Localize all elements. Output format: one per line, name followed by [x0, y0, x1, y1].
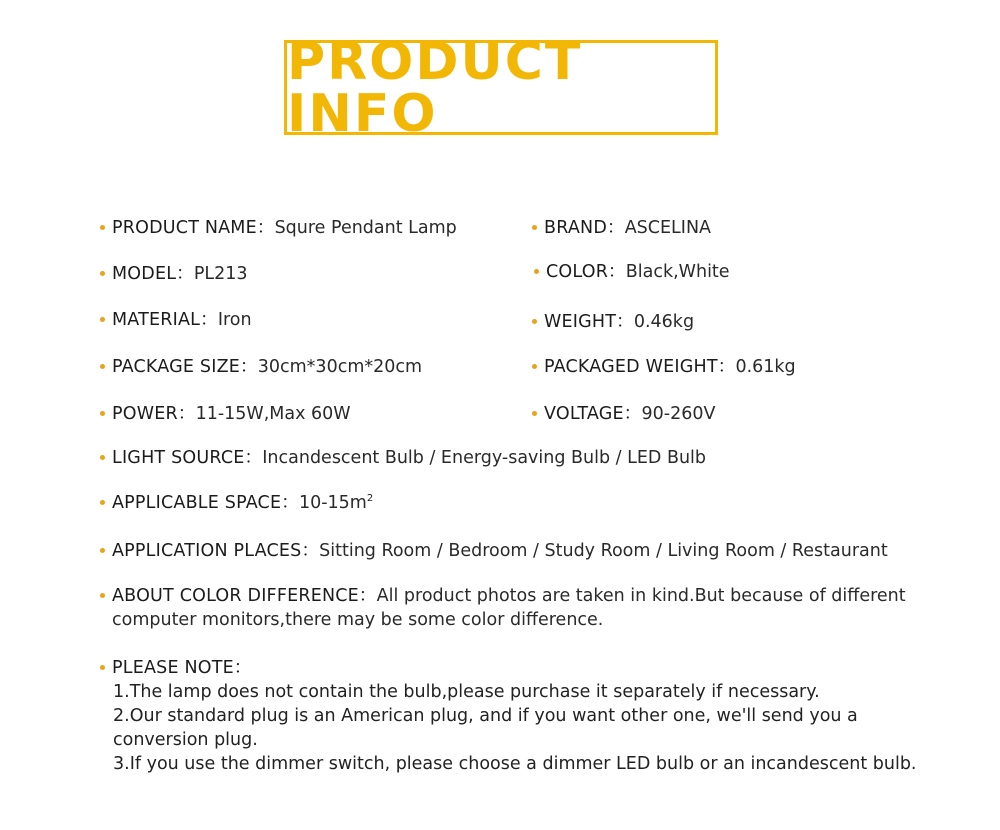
note-line-2: 2.Our standard plug is an American plug, and if you want other one, we'll send you a [113, 706, 858, 726]
bullet-icon [532, 411, 537, 416]
spec-label: APPLICATION PLACES： [112, 541, 320, 561]
spec-label: PACKAGED WEIGHT： [544, 357, 736, 377]
spec-value: 11-15W,Max 60W [195, 404, 351, 424]
spec-value: Incandescent Bulb / Energy-saving Bulb / LED Bulb [262, 448, 707, 468]
bullet-icon [100, 271, 105, 276]
spec-label: LIGHT SOURCE： [112, 448, 263, 468]
spec-value: 30cm*30cm*20cm [257, 357, 423, 377]
spec-voltage [544, 402, 715, 426]
spec-value: PL213 [193, 264, 248, 284]
spec-power [112, 402, 351, 426]
spec-value: 90-260V [641, 404, 716, 424]
bullet-icon [532, 364, 537, 369]
spec-color-difference [112, 584, 906, 632]
bullet-icon [100, 364, 105, 369]
spec-color [546, 260, 730, 284]
spec-label: APPLICABLE SPACE： [112, 493, 299, 513]
bullet-icon [100, 411, 105, 416]
spec-value-line2: computer monitors,there may be some color difference. [112, 610, 604, 630]
spec-weight [544, 310, 694, 334]
spec-value: ASCELINA [624, 218, 712, 238]
spec-applicable-space [112, 491, 373, 515]
bullet-icon [532, 319, 537, 324]
spec-label: VOLTAGE： [544, 404, 642, 424]
spec-value: 0.46kg [633, 312, 695, 332]
spec-label: BRAND： [544, 218, 625, 238]
spec-label: PACKAGE SIZE： [112, 357, 258, 377]
spec-package-size [112, 355, 422, 379]
bullet-icon [532, 225, 537, 230]
spec-label: PRODUCT NAME： [112, 218, 275, 238]
title-box [284, 31, 718, 144]
bullet-icon [100, 317, 105, 322]
spec-light-source [112, 446, 706, 470]
bullet-icon [100, 225, 105, 230]
note-line-4: 3.If you use the dimmer switch, please choose a dimmer LED bulb or an incandescent bulb. [113, 754, 917, 774]
please-note [112, 656, 917, 776]
spec-material [112, 308, 252, 332]
spec-value: All product photos are taken in kind.But because of different [376, 586, 906, 606]
spec-product-name [112, 216, 457, 240]
spec-value: 0.61kg [735, 357, 796, 377]
spec-value: 10-15m [298, 493, 367, 513]
unit-superscript: 2 [366, 493, 374, 504]
spec-model [112, 262, 248, 286]
note-line-1: 1.The lamp does not contain the bulb,please purchase it separately if necessary. [113, 682, 820, 702]
spec-value: Iron [217, 310, 252, 330]
bullet-icon [100, 455, 105, 460]
bullet-icon [100, 500, 105, 505]
note-label: PLEASE NOTE： [112, 658, 252, 678]
page-title: PRODUCT INFO [287, 31, 583, 144]
bullet-icon [100, 593, 105, 598]
spec-application-places [112, 539, 888, 563]
note-line-3: conversion plug. [113, 730, 258, 750]
spec-label: MODEL： [112, 264, 194, 284]
spec-label: WEIGHT： [544, 312, 634, 332]
spec-label: MATERIAL： [112, 310, 218, 330]
bullet-icon [100, 665, 105, 670]
bullet-icon [534, 269, 539, 274]
spec-value: Squre Pendant Lamp [274, 218, 457, 238]
spec-value: Sitting Room / Bedroom / Study Room / Living Room / Restaurant [319, 541, 888, 561]
spec-value: Black,White [625, 262, 730, 282]
spec-label: POWER： [112, 404, 196, 424]
spec-label: ABOUT COLOR DIFFERENCE： [112, 586, 377, 606]
spec-label: COLOR： [546, 262, 626, 282]
spec-packaged-weight [544, 355, 796, 379]
bullet-icon [100, 548, 105, 553]
spec-brand [544, 216, 711, 240]
